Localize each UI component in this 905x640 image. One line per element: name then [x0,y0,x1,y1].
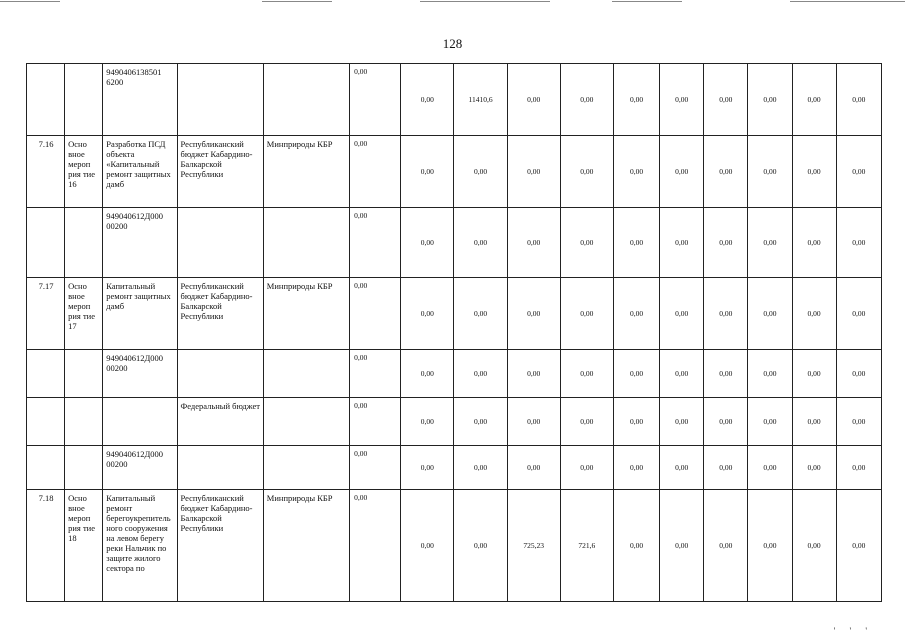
measure-type-cell [65,398,103,446]
executor-cell [263,350,349,398]
row-number-cell: 7.18 [27,490,65,602]
top-scan-line [0,0,905,4]
value-cell: 0,00 [507,350,560,398]
value-cell: 0,00 [748,350,792,398]
measure-name-cell: Разработка ПСД объекта «Капитальный ремонт защитных дамб [103,136,177,208]
funding-source-cell [177,64,263,136]
budget-code-cell: 949040612Д000 00200 [103,208,177,278]
value-cell: 0,00 [560,136,613,208]
value-cell: 0,00 [836,446,881,490]
value-cell: 0,00 [660,490,704,602]
value-cell: 0,00 [507,208,560,278]
measure-type-cell [65,208,103,278]
value-cell: 0,00 [350,350,401,398]
value-cell: 0,00 [792,64,836,136]
value-cell: 0,00 [660,398,704,446]
value-cell: 0,00 [704,398,748,446]
value-cell: 0,00 [401,490,454,602]
value-cell: 0,00 [704,490,748,602]
value-cell: 0,00 [748,398,792,446]
row-number-cell [27,398,65,446]
scan-mark: ' ' ' [833,626,873,636]
value-cell: 0,00 [507,136,560,208]
funding-source-cell [177,350,263,398]
table-row [27,64,882,136]
value-cell: 0,00 [748,490,792,602]
executor-cell: Минприроды КБР [263,278,349,350]
program-table [26,63,882,602]
value-cell: 0,00 [454,490,507,602]
funding-source-cell: Республиканский бюджет Кабардино-Балкарской Республики [177,490,263,602]
value-cell: 0,00 [704,64,748,136]
value-cell: 0,00 [660,278,704,350]
value-cell: 0,00 [454,350,507,398]
value-cell: 0,00 [836,208,881,278]
value-cell: 0,00 [748,208,792,278]
measure-type-cell: Осно вное мероп рия тие 17 [65,278,103,350]
value-cell: 725,23 [507,490,560,602]
table-row [27,208,882,278]
value-cell: 0,00 [792,350,836,398]
value-cell: 0,00 [401,350,454,398]
value-cell: 0,00 [454,398,507,446]
value-cell: 0,00 [836,490,881,602]
value-cell: 0,00 [350,446,401,490]
value-cell: 0,00 [560,208,613,278]
value-cell: 0,00 [350,278,401,350]
measure-type-cell [65,446,103,490]
value-cell: 0,00 [401,136,454,208]
budget-code-cell: 9490406138501 6200 [103,64,177,136]
value-cell: 0,00 [792,490,836,602]
funding-source-cell: Республиканский бюджет Кабардино-Балкарской Республики [177,136,263,208]
measure-name-cell: Капитальный ремонт защитных дамб [103,278,177,350]
row-number-cell: 7.17 [27,278,65,350]
value-cell: 0,00 [401,446,454,490]
value-cell: 0,00 [350,136,401,208]
value-cell: 0,00 [836,398,881,446]
value-cell: 0,00 [748,446,792,490]
value-cell: 0,00 [704,278,748,350]
row-number-cell [27,64,65,136]
value-cell: 0,00 [748,278,792,350]
value-cell: 0,00 [350,208,401,278]
value-cell: 0,00 [660,350,704,398]
value-cell: 0,00 [704,208,748,278]
value-cell: 0,00 [613,490,659,602]
value-cell: 0,00 [660,136,704,208]
funding-source-cell [177,446,263,490]
executor-cell [263,64,349,136]
row-number-cell [27,350,65,398]
value-cell: 0,00 [748,64,792,136]
table-row [27,136,882,208]
executor-cell [263,398,349,446]
value-cell: 0,00 [560,278,613,350]
measure-type-cell: Осно вное мероп рия тие 16 [65,136,103,208]
value-cell: 0,00 [613,398,659,446]
value-cell: 0,00 [507,446,560,490]
value-cell: 0,00 [613,64,659,136]
budget-code-cell: 949040612Д000 00200 [103,446,177,490]
value-cell: 0,00 [836,64,881,136]
executor-cell [263,446,349,490]
table-row [27,398,882,446]
value-cell: 0,00 [507,398,560,446]
value-cell: 0,00 [507,64,560,136]
value-cell: 0,00 [792,398,836,446]
table-row [27,278,882,350]
page-number: 128 [442,36,463,51]
table-row [27,350,882,398]
value-cell: 0,00 [613,208,659,278]
measure-name-cell [103,398,177,446]
value-cell: 0,00 [792,136,836,208]
value-cell: 0,00 [704,446,748,490]
value-cell: 0,00 [836,350,881,398]
value-cell: 0,00 [401,64,454,136]
value-cell: 0,00 [401,278,454,350]
value-cell: 0,00 [401,208,454,278]
executor-cell [263,208,349,278]
row-number-cell: 7.16 [27,136,65,208]
measure-type-cell [65,350,103,398]
value-cell: 0,00 [613,278,659,350]
executor-cell: Минприроды КБР [263,136,349,208]
value-cell: 0,00 [560,398,613,446]
table-row [27,490,882,602]
budget-code-cell: 949040612Д000 00200 [103,350,177,398]
value-cell: 0,00 [454,136,507,208]
value-cell: 0,00 [660,446,704,490]
measure-type-cell: Осно вное мероп рия тие 18 [65,490,103,602]
value-cell: 0,00 [350,398,401,446]
value-cell: 0,00 [507,278,560,350]
value-cell: 0,00 [704,136,748,208]
value-cell: 721,6 [560,490,613,602]
value-cell: 0,00 [560,446,613,490]
value-cell: 0,00 [350,64,401,136]
value-cell: 0,00 [792,208,836,278]
value-cell: 0,00 [454,208,507,278]
measure-name-cell: Капитальный ремонт берегоукрепительного сооружения на левом берегу реки Нальчик по защите жилого сектора по [103,490,177,602]
table-row [27,446,882,490]
value-cell: 0,00 [613,350,659,398]
row-number-cell [27,446,65,490]
value-cell: 0,00 [660,64,704,136]
row-number-cell [27,208,65,278]
measure-type-cell [65,64,103,136]
funding-source-cell [177,208,263,278]
value-cell: 11410,6 [454,64,507,136]
funding-source-cell: Республиканский бюджет Кабардино-Балкарской Республики [177,278,263,350]
value-cell: 0,00 [836,278,881,350]
value-cell: 0,00 [454,278,507,350]
executor-cell: Минприроды КБР [263,490,349,602]
value-cell: 0,00 [792,446,836,490]
value-cell: 0,00 [454,446,507,490]
value-cell: 0,00 [560,64,613,136]
value-cell: 0,00 [704,350,748,398]
value-cell: 0,00 [613,136,659,208]
value-cell: 0,00 [350,490,401,602]
value-cell: 0,00 [748,136,792,208]
funding-source-cell: Федеральный бюджет [177,398,263,446]
value-cell: 0,00 [660,208,704,278]
value-cell: 0,00 [792,278,836,350]
value-cell: 0,00 [401,398,454,446]
value-cell: 0,00 [560,350,613,398]
value-cell: 0,00 [836,136,881,208]
value-cell: 0,00 [613,446,659,490]
